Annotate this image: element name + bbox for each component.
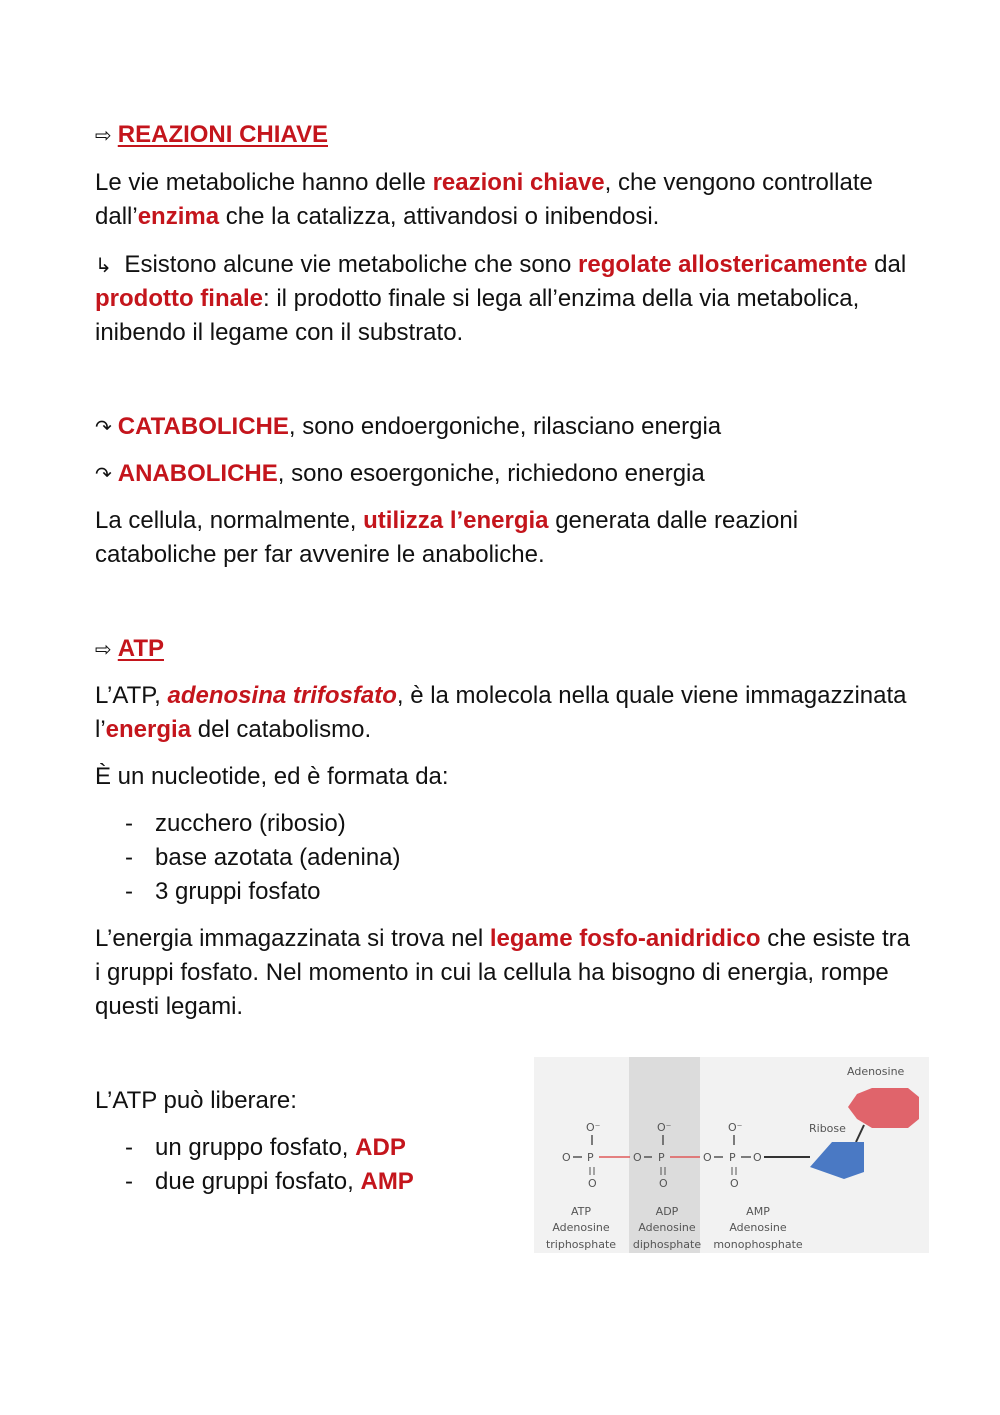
ribose-label: Ribose bbox=[809, 1122, 846, 1135]
highlight-text: AMP bbox=[360, 1168, 414, 1195]
o-atom: O bbox=[659, 1177, 668, 1190]
text: L’ATP, bbox=[95, 682, 168, 709]
atp-molecule-svg bbox=[534, 1057, 929, 1253]
text: dal bbox=[867, 251, 907, 278]
text: La cellula, normalmente, bbox=[95, 507, 364, 534]
curved-arrow-icon: ↷ bbox=[95, 415, 112, 439]
text: Esistono alcune vie metaboliche che sono bbox=[117, 251, 579, 278]
amp-name: Adenosine bbox=[729, 1221, 787, 1234]
highlight-text: prodotto finale bbox=[95, 285, 263, 312]
atp-abbr: ATP bbox=[570, 1205, 592, 1218]
composition-list bbox=[95, 807, 915, 909]
o-minus-atom: O⁻ bbox=[586, 1121, 601, 1134]
paragraph-legame bbox=[95, 922, 915, 1024]
text: , sono esoergoniche, richiedono energia bbox=[277, 460, 705, 487]
text: due gruppi fosfato, bbox=[155, 1168, 361, 1195]
text: un gruppo fosfato, bbox=[155, 1134, 356, 1161]
o-minus-atom: O⁻ bbox=[657, 1121, 672, 1134]
o-atom: O bbox=[730, 1177, 739, 1190]
highlight-text: utilizza l’energia bbox=[363, 507, 549, 534]
highlight-text: ANABOLICHE bbox=[117, 460, 278, 487]
adp-abbr: ADP bbox=[655, 1205, 679, 1218]
adp-kind: diphosphate bbox=[632, 1238, 702, 1251]
text: , sono endoergoniche, rilasciano energia bbox=[288, 413, 722, 440]
text: che la catalizza, attivandosi o inibendosi. bbox=[219, 203, 660, 230]
paragraph-allosteric bbox=[95, 248, 915, 350]
ribose-shape bbox=[810, 1142, 864, 1179]
text: : il prodotto finale si lega all’enzima della via metabolica, inibendo il legame con il substrato. bbox=[95, 285, 860, 346]
atp-kind: triphosphate bbox=[545, 1238, 617, 1251]
atp-name: Adenosine bbox=[552, 1221, 610, 1234]
text: Le vie metaboliche hanno delle bbox=[95, 169, 433, 196]
paragraph-atp-definition bbox=[95, 679, 915, 747]
o-atom: O bbox=[753, 1151, 762, 1164]
list-item: - zucchero (ribosio) bbox=[125, 807, 915, 841]
text: , è la molecola nella quale viene immagazzinata l’ bbox=[95, 682, 907, 743]
arrow-icon: ⇨ bbox=[95, 637, 112, 661]
p-atom: P bbox=[658, 1151, 665, 1164]
amp-abbr: AMP bbox=[746, 1205, 770, 1218]
paragraph-reazioni-chiave bbox=[95, 166, 915, 234]
o-atom: O bbox=[633, 1151, 642, 1164]
heading-title: ATP bbox=[117, 635, 164, 662]
text: che esiste tra i gruppi fosfato. Nel momento in cui la cellula ha bisogno di energia, rompe questi legami. bbox=[95, 925, 910, 1020]
adenine-shape bbox=[848, 1088, 919, 1128]
return-arrow-icon: ↳ bbox=[95, 253, 112, 277]
paragraph-energia bbox=[95, 504, 915, 572]
highlight-text: CATABOLICHE bbox=[117, 413, 289, 440]
highlight-text: energia bbox=[105, 716, 192, 743]
heading-title: REAZIONI CHIAVE bbox=[117, 121, 328, 148]
paragraph-nucleotide: È un nucleotide, ed è formata da: bbox=[95, 763, 449, 790]
o-atom: O bbox=[588, 1177, 597, 1190]
page-content bbox=[95, 118, 915, 1199]
highlight-text: ADP bbox=[355, 1134, 406, 1161]
adp-name: Adenosine bbox=[638, 1221, 696, 1234]
highlight-text: reazioni chiave bbox=[432, 169, 605, 196]
atp-structure-diagram bbox=[534, 1057, 929, 1253]
list-item: - 3 gruppi fosfato bbox=[125, 875, 915, 909]
line-anaboliche bbox=[95, 457, 915, 491]
list-item: - base azotata (adenina) bbox=[125, 841, 915, 875]
text: , che vengono controllate dall’ bbox=[95, 169, 873, 230]
p-atom: P bbox=[587, 1151, 594, 1164]
line-cataboliche bbox=[95, 410, 915, 444]
text: del catabolismo. bbox=[191, 716, 372, 743]
curved-arrow-icon: ↷ bbox=[95, 462, 112, 486]
p-atom: P bbox=[729, 1151, 736, 1164]
o-minus-atom: O⁻ bbox=[728, 1121, 743, 1134]
highlight-text: adenosina trifosfato bbox=[167, 682, 397, 709]
o-atom: O bbox=[562, 1151, 571, 1164]
arrow-icon: ⇨ bbox=[95, 123, 112, 147]
amp-kind: monophosphate bbox=[713, 1238, 803, 1251]
heading-reazioni-chiave bbox=[95, 118, 915, 152]
highlight-text: legame fosfo-anidridico bbox=[489, 925, 761, 952]
o-atom: O bbox=[703, 1151, 712, 1164]
paragraph-atp-release: L’ATP può liberare: bbox=[95, 1087, 297, 1114]
heading-atp bbox=[95, 632, 915, 666]
text: L’energia immagazzinata si trova nel bbox=[95, 925, 490, 952]
highlight-text: enzima bbox=[137, 203, 220, 230]
text: generata dalle reazioni cataboliche per far avvenire le anaboliche. bbox=[95, 507, 799, 568]
glycosidic-bond bbox=[856, 1125, 864, 1142]
highlight-text: regolate allostericamente bbox=[578, 251, 868, 278]
adenosine-label: Adenosine bbox=[847, 1065, 905, 1078]
